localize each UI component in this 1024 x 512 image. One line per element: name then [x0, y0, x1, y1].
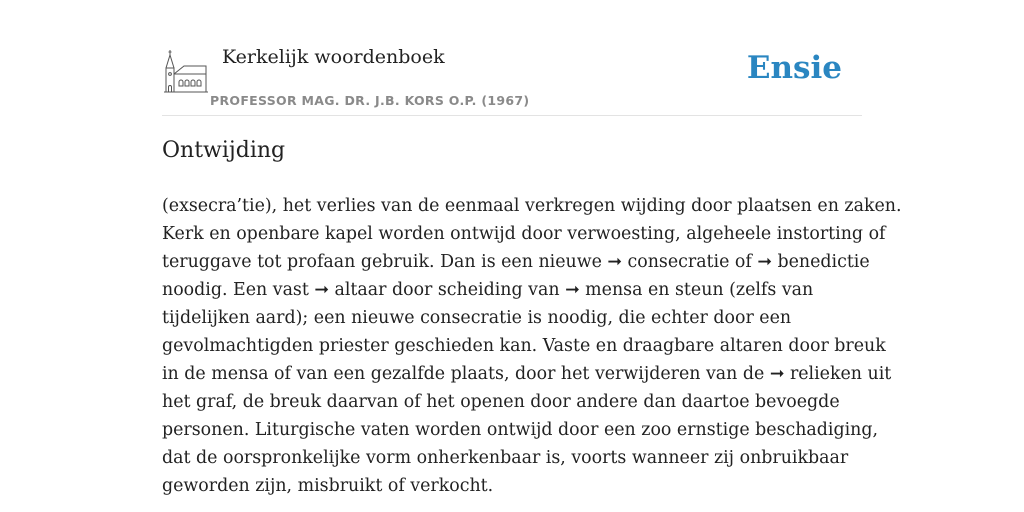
header-divider — [162, 115, 862, 116]
author-line: PROFESSOR MAG. DR. J.B. KORS O.P. (1967) — [210, 93, 530, 108]
entry-body-line: het graf, de breuk daarvan of het openen door andere dan daartoe bevoegde — [162, 392, 840, 412]
entry-body-line: personen. Liturgische vaten worden ontwijd door een zoo ernstige beschadiging, — [162, 420, 879, 440]
entry-body-line: teruggave tot profaan gebruik. Dan is een nieuwe ➞ consecratie of ➞ benedictie — [162, 252, 870, 272]
entry-body-line: Kerk en openbare kapel worden ontwijd door verwoesting, algeheele instorting of — [162, 224, 886, 244]
entry-body-line: tijdelijken aard); een nieuwe consecratie is noodig, die echter door een — [162, 308, 792, 328]
ensie-logo-link[interactable]: Ensie — [746, 50, 842, 86]
entry-body-line: noodig. Een vast ➞ altaar door scheiding van ➞ mensa en steun (zelfs van — [162, 280, 814, 300]
entry-title: Ontwijding — [162, 138, 286, 163]
entry-body-line: gevolmachtigden priester geschieden kan. Vaste en draagbare altaren door breuk — [162, 336, 886, 356]
entry-body-line: (exsecra’tie), het verlies van de eenmaal verkregen wijding door plaatsen en zaken. — [162, 196, 902, 216]
book-title[interactable]: Kerkelijk woordenboek — [222, 46, 445, 68]
entry-body-line: in de mensa of van een gezalfde plaats, door het verwijderen van de ➞ relieken uit — [162, 364, 892, 384]
church-icon — [162, 48, 210, 96]
entry-body-line: geworden zijn, misbruikt of verkocht. — [162, 476, 494, 496]
entry-body — [162, 192, 902, 500]
header — [162, 40, 862, 116]
entry-body-line: dat de oorspronkelijke vorm onherkenbaar is, voorts wanneer zij onbruikbaar — [162, 448, 849, 468]
